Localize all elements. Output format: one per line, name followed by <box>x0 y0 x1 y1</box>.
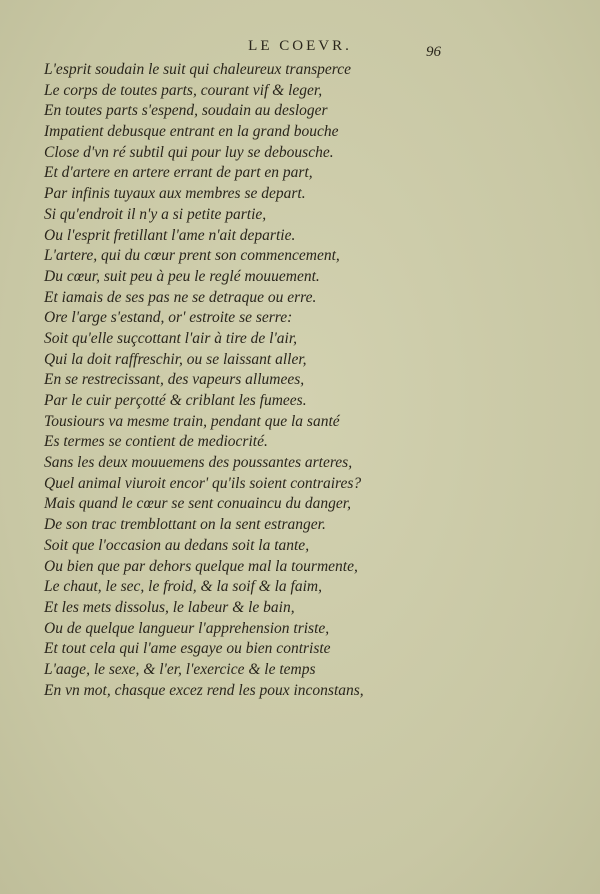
verse-line: Quel animal viuroit encor' qu'ils soient contraires? <box>44 474 362 492</box>
verse-line: Le chaut, le sec, le froid, & la soif & la faim, <box>44 578 322 596</box>
verse-line: En vn mot, chasque excez rend les poux inconstans, <box>44 681 364 699</box>
verse-block <box>44 60 564 701</box>
verse-line: Par infinis tuyaux aux membres se depart. <box>44 185 306 203</box>
verse-line: L'esprit soudain le suit qui chaleureux transperce <box>44 61 351 78</box>
verse-line: L'aage, le sexe, & l'er, l'exercice & le temps <box>44 660 316 678</box>
verse-line: Et d'artere en artere errant de part en part, <box>44 164 313 182</box>
verse-line: Soit qu'elle suçcottant l'air à tire de l'air, <box>44 329 298 347</box>
verse-line: Sans les deux mouuemens des poussantes arteres, <box>44 454 353 472</box>
verse-line: Ou bien que par dehors quelque mal la tourmente, <box>44 557 358 575</box>
verse-line: En se restrecissant, des vapeurs allumees, <box>44 371 305 389</box>
verse-line: Ore l'arge s'estand, or' estroite se serre: <box>44 309 293 327</box>
verse-line: Qui la doit raffreschir, ou se laissant aller, <box>44 350 307 368</box>
verse-line: Par le cuir perçotté & criblant les fumees. <box>44 392 307 409</box>
verse-line: Le corps de toutes parts, courant vif & leger, <box>44 81 323 99</box>
verse-line: Ou l'esprit fretillant l'ame n'ait departie. <box>44 226 296 244</box>
verse-line: Et tout cela qui l'ame esgaye ou bien contriste <box>44 640 331 658</box>
verse-line: Et iamais de ses pas ne se detraque ou erre. <box>44 288 317 306</box>
verse-line: Ou de quelque langueur l'apprehension triste, <box>44 619 330 637</box>
verse-line: Tousiours va mesme train, pendant que la santé <box>44 412 340 430</box>
verse-line: Close d'vn ré subtil qui pour luy se debousche. <box>44 143 334 161</box>
verse-line: L'artere, qui du cœur prent son commencement, <box>44 247 340 265</box>
verse-line: Soit que l'occasion au dedans soit la tante, <box>44 536 310 554</box>
verse-line: Es termes se contient de mediocrité. <box>44 433 268 451</box>
verse-line: Mais quand le cœur se sent conuaincu du danger, <box>44 495 351 513</box>
verse-line: Du cœur, suit peu à peu le reglé mouuement. <box>44 267 320 285</box>
verse-line: Si qu'endroit il n'y a si petite partie, <box>44 205 267 223</box>
verse-line: Et les mets dissolus, le labeur & le bain, <box>44 598 295 616</box>
page-number: 96 <box>426 44 441 60</box>
verse-line: De son trac tremblottant on la sent estranger. <box>44 516 326 534</box>
verse-line: Impatient debusque entrant en la grand bouche <box>44 123 339 141</box>
verse-line: En toutes parts s'espend, soudain au desloger <box>44 102 328 120</box>
running-head: LE COEVR. <box>248 38 352 54</box>
